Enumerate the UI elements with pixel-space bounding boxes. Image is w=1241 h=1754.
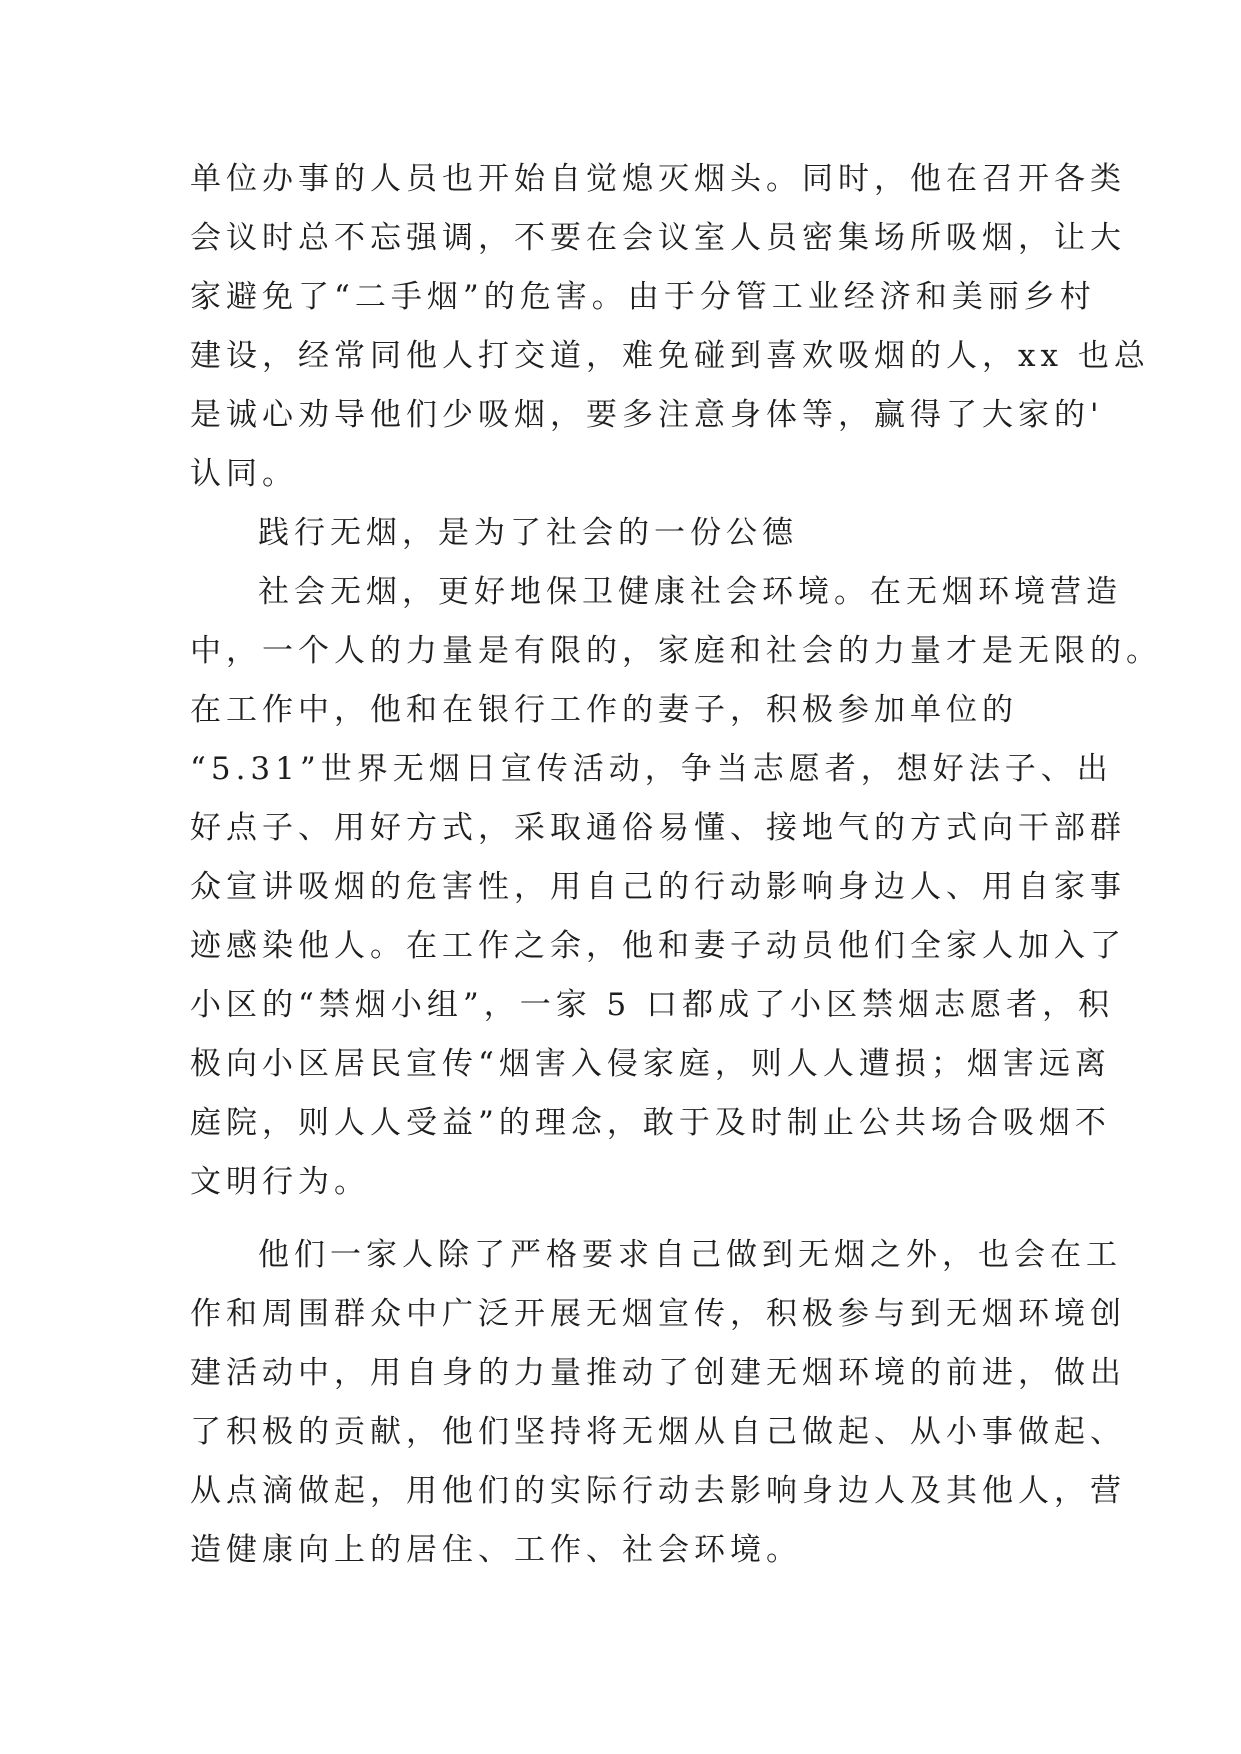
text-line: 众宣讲吸烟的危害性，用自己的行动影响身边人、用自家事 [190, 869, 1126, 905]
text-line: 家避免了“二手烟”的危害。由于分管工业经济和美丽乡村 [190, 279, 1096, 315]
text-line: 作和周围群众中广泛开展无烟宣传，积极参与到无烟环境创 [190, 1296, 1126, 1332]
section-heading [190, 504, 1050, 563]
heading-line: 践行无烟，是为了社会的一份公德 [258, 515, 798, 551]
text-line: 文明行为。 [190, 1164, 370, 1200]
text-line: “5.31”世界无烟日宣传活动，争当志愿者，想好法子、出 [190, 751, 1113, 787]
text-line: 是诚心劝导他们少吸烟，要多注意身体等，赢得了大家的' [190, 397, 1104, 433]
text-line: 认同。 [190, 456, 298, 492]
text-line: 中，一个人的力量是有限的，家庭和社会的力量才是无限的。 [190, 633, 1162, 669]
text-line: 小区的“禁烟小组”，一家 5 口都成了小区禁烟志愿者，积 [190, 987, 1115, 1023]
text-line: 建活动中，用自身的力量推动了创建无烟环境的前进，做出 [190, 1355, 1126, 1391]
text-line: 会议时总不忘强调，不要在会议室人员密集场所吸烟，让大 [190, 220, 1126, 256]
paragraph [190, 150, 1150, 504]
text-line: 从点滴做起，用他们的实际行动去影响身边人及其他人，营 [190, 1473, 1126, 1509]
text-line: 好点子、用好方式，采取通俗易懂、接地气的方式向干部群 [190, 810, 1126, 846]
paragraph [190, 1226, 1126, 1580]
paragraph [190, 563, 1162, 1212]
text-line: 迹感染他人。在工作之余，他和妻子动员他们全家人加入了 [190, 928, 1126, 964]
text-line: 他们一家人除了严格要求自己做到无烟之外，也会在工 [258, 1237, 1122, 1273]
text-line: 了积极的贡献，他们坚持将无烟从自己做起、从小事做起、 [190, 1414, 1126, 1450]
text-line: 庭院，则人人受益”的理念，敢于及时制止公共场合吸烟不 [190, 1105, 1111, 1141]
text-line: 造健康向上的居住、工作、社会环境。 [190, 1532, 802, 1568]
text-line: 极向小区居民宣传“烟害入侵家庭，则人人遭损；烟害远离 [190, 1046, 1111, 1082]
text-line: 社会无烟，更好地保卫健康社会环境。在无烟环境营造 [258, 574, 1122, 610]
document-body [190, 150, 1162, 1580]
text-line: 单位办事的人员也开始自觉熄灭烟头。同时，他在召开各类 [190, 161, 1126, 197]
text-line: 在工作中，他和在银行工作的妻子，积极参加单位的 [190, 692, 1018, 728]
text-line: 建设，经常同他人打交道，难免碰到喜欢吸烟的人，xx 也总 [190, 338, 1150, 374]
